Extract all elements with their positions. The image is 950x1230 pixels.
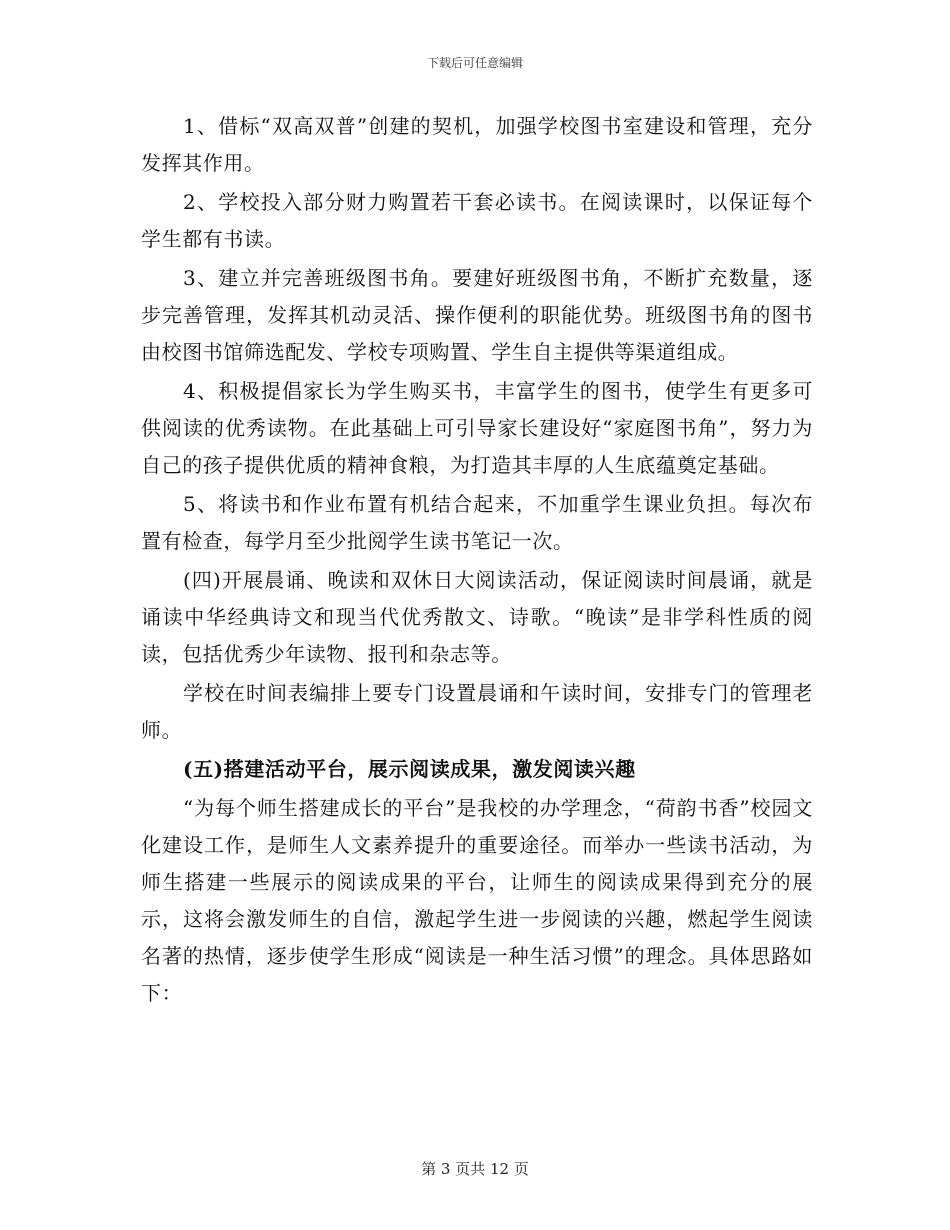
- paragraph-4: 4、积极提倡家长为学生购买书，丰富学生的图书，使学生有更多可供阅读的优秀读物。在此基础上可引导家长建设好“家庭图书角”，努力为自己的孩子提供优质的精神食粮，为打造其丰厚的人生底蕴奠定基础。: [141, 379, 813, 477]
- page-header: 下载后可任意编辑: [426, 56, 523, 70]
- paragraph-schedule: 学校在时间表编排上要专门设置晨诵和午读时间，安排专门的管理老师。: [141, 681, 813, 742]
- paragraph-1: 1、借标“双高双普”创建的契机，加强学校图书室建设和管理，充分发挥其作用。: [141, 114, 813, 175]
- document-body: [141, 108, 813, 1014]
- paragraph-section-4: (四)开展晨诵、晚读和双休日大阅读活动，保证阅读时间晨诵，就是诵读中华经典诗文和现当代优秀散文、诗歌。“晚读”是非学科性质的阅读，包括优秀少年读物、报刊和杂志等。: [141, 568, 813, 666]
- paragraph-2: 2、学校投入部分财力购置若干套必读书。在阅读课时，以保证每个学生都有书读。: [141, 190, 813, 251]
- paragraph-3: 3、建立并完善班级图书角。要建好班级图书角，不断扩充数量，逐步完善管理，发挥其机动灵活、操作便利的职能优势。班级图书角的图书由校图书馆筛选配发、学校专项购置、学生自主提供等渠道组成。: [141, 266, 813, 364]
- section-heading-5: (五)搭建活动平台，展示阅读成果，激发阅读兴趣: [183, 757, 636, 781]
- page-number: 第 3 页共 12 页: [421, 1160, 529, 1178]
- paragraph-5: 5、将读书和作业布置有机结合起来，不加重学生课业负担。每次布置有检查，每学月至少批阅学生读书笔记一次。: [141, 492, 813, 553]
- paragraph-section-5: “为每个师生搭建成长的平台”是我校的办学理念，“荷韵书香”校园文化建设工作，是师生人文素养提升的重要途径。而举办一些读书活动，为师生搭建一些展示的阅读成果的平台，让师生的阅读成果得到充分的展示，这将会激发师生的自信，激起学生进一步阅读的兴趣，燃起学生阅读名著的热情，逐步使学生形成“阅读是一种生活习惯”的理念。具体思路如下：: [141, 796, 813, 1005]
